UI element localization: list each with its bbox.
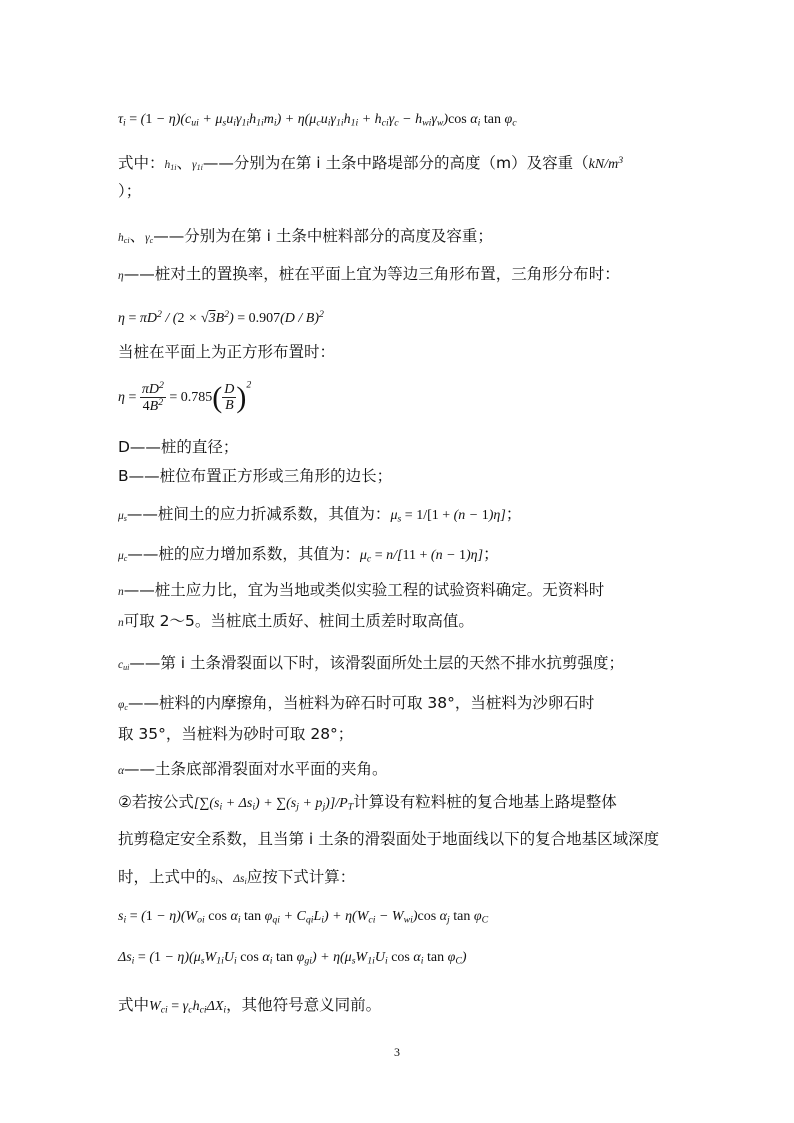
text-line: n——桩土应力比，宜为当地或类似实验工程的试验资料确定。无资料时 [118,581,605,599]
text-line: $\varphi_c——$桩料的内摩擦角，当桩料为碎石时可取 38°，当桩料为沙卵石时 [118,694,595,712]
formula-eta-square: η = $\frac{\pi D^2}{4B^2}$ = 0.785( $\frac{D}{B}$ )$^2$ [118,379,252,414]
text-line: $c_{ui}——$第 i 土条滑裂面以下时，该滑裂面所处土层的天然不排水抗剪强度； [118,654,625,672]
text-line: 式中$W_{ci} = \gamma_ch_{ci}\Delta X_i$，其他符号意义同前。 [118,996,382,1016]
text-line: 当桩在平面上为正方形布置时： [118,343,336,361]
page-number: 3 [394,1045,400,1059]
text-line: $\mu_c——$桩的应力增加系数，其值为：$\mu_c = n/[11 + (n - 1)\eta]$； [118,545,499,565]
text-line: B——桩位布置正方形或三角形的边长； [118,467,393,485]
formula-si: $s_i = (1 - \eta)(W_{oi}$ $\cos \alpha_i$ $\tan \varphi_{qi} + C_{qi}L_i) + \eta(W_{ci} - W_{wi})\cos$ $\alpha_j$ $\tan \varphi_C$ [118,909,489,926]
text-line: n可取 2～5。当桩底土质好、桩间土质差时取高值。 [118,612,474,630]
text-line: $h_{ci}$、$\gamma_c——$分别为在第 i 土条中桩料部分的高度及容重； [118,227,493,245]
text-line: ）； [118,182,142,200]
formula-delta-si: $\Delta s_i = (1 - \eta)(\mu_sW_{1i}U_i$ $\cos \alpha_i$ $\tan \varphi_{gi}) + \eta(\mu_sW_{1i}U_i$ $\cos \alpha_i$ $\tan \varphi_C$) [118,950,467,967]
text-line: 取 35°，当桩料为砂时可取 28°； [118,725,354,743]
text-line: $\mu_s——$桩间土的应力折减系数，其值为：$\mu_s = 1/[1 + (n - 1)\eta]$； [118,505,522,525]
text-line: η——桩对土的置换率，桩在平面上宜为等边三角形布置，三角形分布时： [118,265,620,283]
formula-tau: $\tau_i = (1 - \eta)(c_{ui} + \mu_su_i\gamma_{1i}h_{1i}m_i) + \eta(\mu_cu_i\gamma_{1i}h_{1i} + h_{ci}\gamma_c - h_{wi}\gamma_w)\cos$ $\alpha_i$ $\tan \varphi_c$ [118,112,517,129]
text-line: 抗剪稳定安全系数，且当第 i 土条的滑裂面处于地面线以下的复合地基区域深度 [118,830,660,848]
formula-eta-triangle: $\eta = \pi D^2 / (2 \times √3B^2) = 0.907(D / B)^2$ [118,309,324,326]
text-line: ②若按公式$[\sum(s_i + \Delta s_i) + \sum(s_j + p_j)]/P_T$计算设有粒料桩的复合地基上路堤整体 [118,793,617,813]
text-line: 式中：$h_{1i}$、$\gamma_{1i}——$分别为在第 i 土条中路堤部分的高度（m）及容重（$kN/m^3$ [118,153,624,172]
text-line: 时，上式中的$s_i$、$\Delta s_i$应按下式计算： [118,868,356,886]
text-line: α——土条底部滑裂面对水平面的夹角。 [118,760,388,778]
text-line: D——桩的直径； [118,438,239,456]
